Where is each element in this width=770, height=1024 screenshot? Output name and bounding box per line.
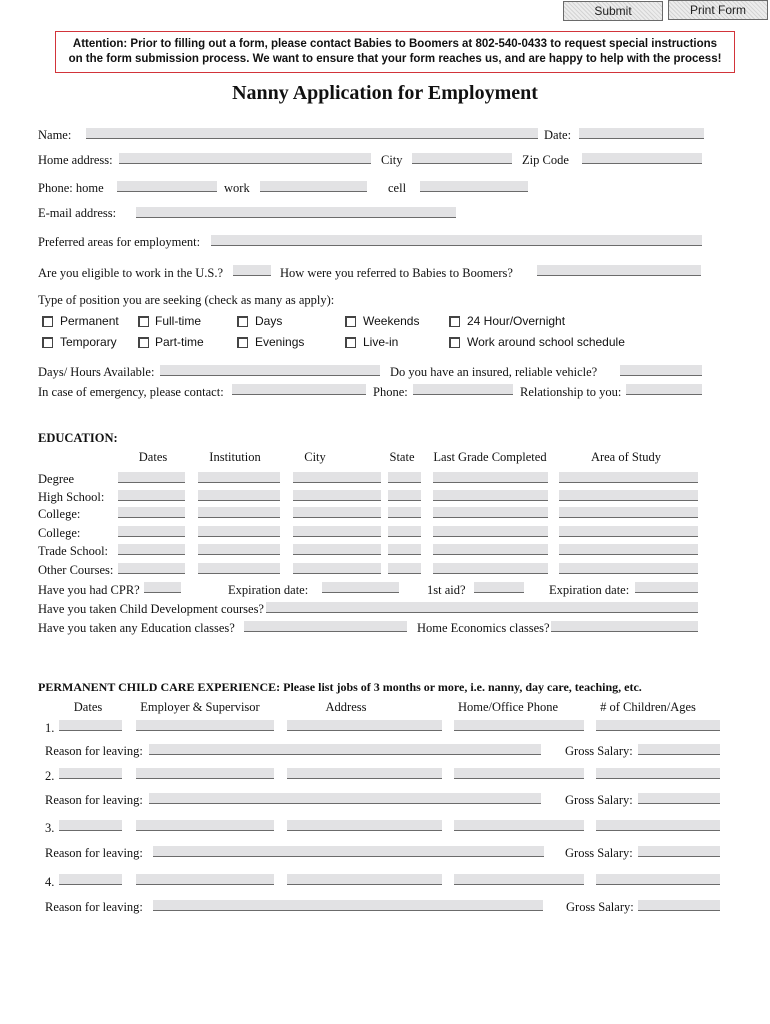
salary-label: Gross Salary: [565, 846, 633, 860]
reason-label: Reason for leaving: [45, 744, 143, 758]
education-field-r2-c1[interactable] [118, 490, 185, 501]
experience-field-r1-c3[interactable] [287, 720, 442, 731]
education-field-r2-c3[interactable] [293, 490, 381, 501]
weekends-label: Weekends [363, 314, 420, 328]
exp-row-number: 3. [45, 821, 55, 835]
school-schedule-label: Work around school schedule [467, 335, 625, 349]
education-field-r3-c2[interactable] [198, 507, 280, 518]
days-checkbox[interactable] [237, 316, 248, 327]
education-field-r3-c4[interactable] [388, 507, 421, 518]
home-address-field[interactable] [119, 153, 371, 164]
school-schedule-checkbox[interactable] [449, 337, 460, 348]
emergency-phone-field[interactable] [413, 384, 513, 395]
relationship-field[interactable] [626, 384, 702, 395]
edu-classes-field[interactable] [244, 621, 407, 632]
referred-field[interactable] [537, 265, 701, 276]
preferred-areas-field[interactable] [211, 235, 702, 246]
education-field-r5-c3[interactable] [293, 544, 381, 555]
education-field-r6-c4[interactable] [388, 563, 421, 574]
reason-field[interactable] [153, 846, 544, 857]
salary-field[interactable] [638, 793, 720, 804]
education-field-r1-c3[interactable] [293, 472, 381, 483]
experience-field-r3-c4[interactable] [454, 820, 584, 831]
city-field[interactable] [412, 153, 512, 164]
education-field-r1-c6[interactable] [559, 472, 698, 483]
exp-col-phone: Home/Office Phone [457, 700, 559, 714]
education-heading: EDUCATION: [38, 431, 118, 445]
salary-field[interactable] [638, 900, 720, 911]
first-aid-expiration-field[interactable] [635, 582, 698, 593]
date-label: Date: [544, 128, 572, 142]
live-in-label: Live-in [363, 335, 399, 349]
salary-label: Gross Salary: [566, 900, 634, 914]
phone-home-field[interactable] [117, 181, 217, 192]
salary-field[interactable] [638, 846, 720, 857]
experience-field-r2-c4[interactable] [454, 768, 584, 779]
days-hours-field[interactable] [160, 365, 380, 376]
edu-col-state: State [389, 450, 415, 464]
cpr-expiration-field[interactable] [322, 582, 399, 593]
exp-col-employer: Employer & Supervisor [140, 700, 260, 714]
education-field-r3-c1[interactable] [118, 507, 185, 518]
education-field-r6-c6[interactable] [559, 563, 698, 574]
notice-line-2: on the form submission process. We want to ensure that your form reaches us, and are happy to help with the process! [68, 53, 722, 65]
experience-field-r2-c2[interactable] [136, 768, 274, 779]
print-form-button[interactable]: Print Form [668, 0, 768, 20]
temporary-label: Temporary [60, 335, 117, 349]
reason-field[interactable] [149, 793, 541, 804]
evenings-label: Evenings [255, 335, 305, 349]
notice-line-1: Attention: Prior to filling out a form, please contact Babies to Boomers at 802-540-0433 to request special instructions [72, 38, 718, 50]
full-time-checkbox[interactable] [138, 316, 149, 327]
full-time-label: Full-time [155, 314, 202, 328]
first-aid-label: 1st aid? [427, 583, 466, 597]
child-dev-field[interactable] [266, 602, 698, 613]
experience-field-r1-c4[interactable] [454, 720, 584, 731]
preferred-areas-label: Preferred areas for employment: [38, 235, 201, 249]
education-field-r6-c1[interactable] [118, 563, 185, 574]
experience-field-r3-c3[interactable] [287, 820, 442, 831]
phone-cell-field[interactable] [420, 181, 528, 192]
days-label: Days [255, 314, 283, 328]
education-field-r5-c4[interactable] [388, 544, 421, 555]
edu-row-label: College: [38, 526, 81, 540]
weekends-checkbox[interactable] [345, 316, 356, 327]
home-ec-field[interactable] [551, 621, 698, 632]
zip-label: Zip Code [522, 153, 569, 167]
permanent-label: Permanent [60, 314, 119, 328]
eligible-label: Are you eligible to work in the U.S.? [38, 266, 224, 280]
attention-notice [55, 31, 735, 73]
experience-field-r1-c2[interactable] [136, 720, 274, 731]
reason-label: Reason for leaving: [45, 793, 143, 807]
experience-field-r4-c3[interactable] [287, 874, 442, 885]
edu-col-institution: Institution [209, 450, 261, 464]
submit-button[interactable]: Submit [563, 1, 663, 21]
date-field[interactable] [579, 128, 704, 139]
experience-field-r3-c1[interactable] [59, 820, 122, 831]
eligible-field[interactable] [233, 265, 271, 276]
education-field-r6-c5[interactable] [433, 563, 548, 574]
reason-label: Reason for leaving: [45, 846, 143, 860]
education-field-r6-c2[interactable] [198, 563, 280, 574]
experience-field-r2-c3[interactable] [287, 768, 442, 779]
edu-row-label: High School: [38, 490, 105, 504]
education-field-r3-c5[interactable] [433, 507, 548, 518]
edu-col-last-grade: Last Grade Completed [433, 450, 547, 464]
education-field-r1-c1[interactable] [118, 472, 185, 483]
live-in-checkbox[interactable] [345, 337, 356, 348]
relationship-label: Relationship to you: [520, 385, 622, 399]
education-field-r2-c5[interactable] [433, 490, 548, 501]
vehicle-label: Do you have an insured, reliable vehicle? [390, 365, 598, 379]
exp-col-children: # of Children/Ages [600, 700, 696, 714]
education-field-r4-c3[interactable] [293, 526, 381, 537]
overnight-label: 24 Hour/Overnight [467, 314, 566, 328]
first-aid-field[interactable] [474, 582, 524, 593]
cpr-label: Have you had CPR? [38, 583, 140, 597]
edu-col-dates: Dates [138, 450, 168, 464]
reason-label: Reason for leaving: [45, 900, 143, 914]
education-field-r3-c6[interactable] [559, 507, 698, 518]
experience-heading: PERMANENT CHILD CARE EXPERIENCE: Please list jobs of 3 months or more, i.e. nanny, day care, teaching, etc. [38, 680, 642, 694]
cpr-field[interactable] [144, 582, 181, 593]
experience-field-r4-c5[interactable] [596, 874, 720, 885]
education-field-r4-c6[interactable] [559, 526, 698, 537]
education-field-r4-c2[interactable] [198, 526, 280, 537]
education-field-r5-c5[interactable] [433, 544, 548, 555]
experience-field-r3-c2[interactable] [136, 820, 274, 831]
education-field-r2-c2[interactable] [198, 490, 280, 501]
name-field[interactable] [86, 128, 538, 139]
emergency-phone-label: Phone: [373, 385, 408, 399]
zip-field[interactable] [582, 153, 702, 164]
edu-row-label: Trade School: [38, 544, 109, 558]
education-field-r3-c3[interactable] [293, 507, 381, 518]
permanent-checkbox[interactable] [42, 316, 53, 327]
evenings-checkbox[interactable] [237, 337, 248, 348]
referred-label: How were you referred to Babies to Boomers? [280, 266, 513, 280]
education-field-r5-c2[interactable] [198, 544, 280, 555]
reason-field[interactable] [153, 900, 543, 911]
part-time-checkbox[interactable] [138, 337, 149, 348]
emergency-label: In case of emergency, please contact: [38, 385, 224, 399]
reason-field[interactable] [149, 744, 541, 755]
experience-field-r2-c5[interactable] [596, 768, 720, 779]
education-field-r1-c2[interactable] [198, 472, 280, 483]
experience-field-r1-c1[interactable] [59, 720, 122, 731]
position-type-label: Type of position you are seeking (check as many as apply): [38, 293, 335, 307]
phone-home-label: Phone: home [38, 181, 104, 195]
edu-row-label: Degree [38, 472, 75, 486]
cell-label: cell [388, 181, 407, 195]
exp-col-address: Address [325, 700, 367, 714]
experience-field-r2-c1[interactable] [59, 768, 122, 779]
salary-field[interactable] [638, 744, 720, 755]
education-field-r2-c6[interactable] [559, 490, 698, 501]
salary-label: Gross Salary: [565, 793, 633, 807]
education-field-r5-c6[interactable] [559, 544, 698, 555]
edu-row-label: Other Courses: [38, 563, 114, 577]
edu-classes-label: Have you taken any Education classes? [38, 621, 235, 635]
experience-field-r4-c1[interactable] [59, 874, 122, 885]
education-field-r1-c5[interactable] [433, 472, 548, 483]
email-label: E-mail address: [38, 206, 117, 220]
city-label: City [381, 153, 403, 167]
exp-row-number: 1. [45, 721, 55, 735]
emergency-field[interactable] [232, 384, 366, 395]
exp-row-number: 4. [45, 875, 55, 889]
phone-work-field[interactable] [260, 181, 367, 192]
email-field[interactable] [136, 207, 456, 218]
child-dev-label: Have you taken Child Development courses? [38, 602, 264, 616]
page-title: Nanny Application for Employment [232, 82, 538, 104]
home-ec-label: Home Economics classes? [417, 621, 550, 635]
education-field-r4-c1[interactable] [118, 526, 185, 537]
temporary-checkbox[interactable] [42, 337, 53, 348]
edu-col-area: Area of Study [590, 450, 662, 464]
experience-field-r4-c4[interactable] [454, 874, 584, 885]
exp-col-dates: Dates [73, 700, 103, 714]
experience-field-r1-c5[interactable] [596, 720, 720, 731]
education-field-r6-c3[interactable] [293, 563, 381, 574]
work-label: work [224, 181, 250, 195]
first-aid-expiration-label: Expiration date: [549, 583, 630, 597]
name-label: Name: [38, 128, 72, 142]
cpr-expiration-label: Expiration date: [228, 583, 309, 597]
education-field-r4-c4[interactable] [388, 526, 421, 537]
experience-field-r3-c5[interactable] [596, 820, 720, 831]
exp-row-number: 2. [45, 769, 55, 783]
days-hours-label: Days/ Hours Available: [38, 365, 155, 379]
salary-label: Gross Salary: [565, 744, 633, 758]
edu-col-city: City [304, 450, 326, 464]
part-time-label: Part-time [155, 335, 204, 349]
overnight-checkbox[interactable] [449, 316, 460, 327]
education-field-r5-c1[interactable] [118, 544, 185, 555]
education-field-r1-c4[interactable] [388, 472, 421, 483]
education-field-r2-c4[interactable] [388, 490, 421, 501]
education-field-r4-c5[interactable] [433, 526, 548, 537]
vehicle-field[interactable] [620, 365, 702, 376]
experience-field-r4-c2[interactable] [136, 874, 274, 885]
edu-row-label: College: [38, 507, 81, 521]
home-address-label: Home address: [38, 153, 113, 167]
